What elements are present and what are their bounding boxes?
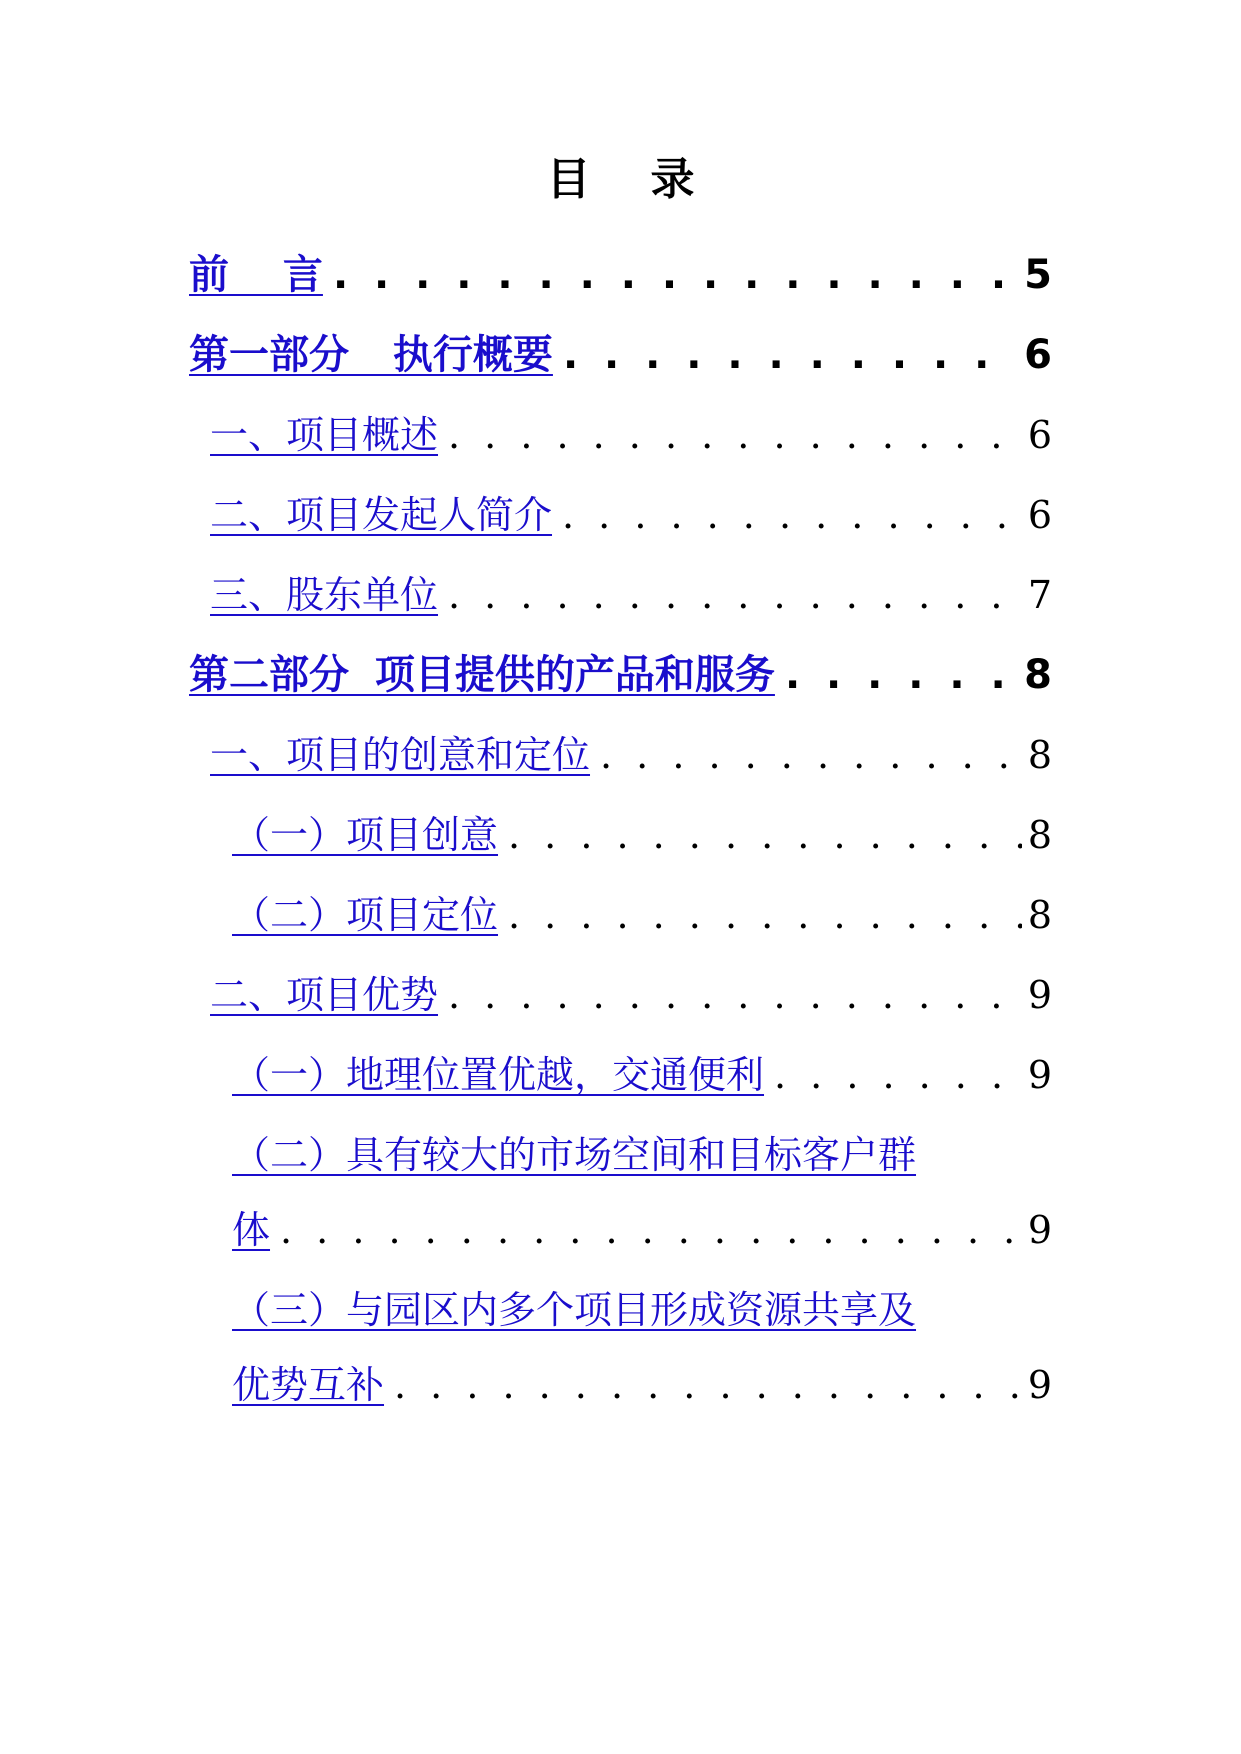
toc-entry-subsection-line1[interactable] [232, 1275, 1052, 1345]
dot-leader [394, 1350, 1022, 1420]
page-number: 9 [1027, 1208, 1052, 1252]
toc-link[interactable]: 第二部分 项目提供的产品和服务 [189, 652, 775, 698]
dot-leader [448, 400, 1022, 470]
toc-link[interactable]: （一）地理位置优越，交通便利 [232, 1053, 765, 1097]
toc-link[interactable]: 一、项目的创意和定位 [210, 733, 591, 777]
toc-entry-preface[interactable] [189, 240, 1052, 310]
toc-entry-section[interactable] [210, 480, 1052, 550]
toc-link[interactable]: （三）与园区内多个项目形成资源共享及 [232, 1288, 917, 1332]
page-number: 9 [1027, 1363, 1052, 1407]
page-number: 7 [1027, 573, 1052, 617]
dot-leader [508, 800, 1022, 870]
toc-entry-subsection-line1[interactable] [232, 1120, 1052, 1190]
toc-link[interactable]: 第一部分 执行概要 [189, 332, 553, 378]
page-number: 9 [1027, 973, 1052, 1017]
toc-entry-subsection-line2[interactable] [232, 1195, 1052, 1265]
toc-link[interactable]: 体 [232, 1208, 271, 1252]
toc-entry-subsection[interactable] [232, 800, 1052, 870]
page-number: 9 [1027, 1053, 1052, 1097]
page-number: 8 [1024, 652, 1052, 698]
toc-entry-section[interactable] [210, 560, 1052, 630]
toc-link[interactable]: 二、项目发起人简介 [210, 493, 553, 537]
toc-entry-section[interactable] [210, 960, 1052, 1030]
dot-leader [333, 240, 1018, 310]
dot-leader [508, 880, 1022, 950]
dot-leader [448, 960, 1022, 1030]
dot-leader [448, 560, 1022, 630]
toc-entry-section[interactable] [210, 720, 1052, 790]
toc-entry-section[interactable] [210, 400, 1052, 470]
toc-entry-part-two[interactable] [189, 640, 1052, 710]
toc-link[interactable]: 优势互补 [232, 1363, 385, 1407]
page-number: 6 [1024, 332, 1052, 378]
dot-leader [280, 1195, 1022, 1265]
toc-entry-subsection[interactable] [232, 880, 1052, 950]
page-number: 8 [1027, 733, 1052, 777]
toc-link[interactable]: 一、项目概述 [210, 413, 439, 457]
toc-link[interactable]: 前 言 [189, 252, 323, 298]
page-number: 8 [1027, 813, 1052, 857]
toc-title: 目录 [546, 154, 755, 205]
page-number: 6 [1027, 413, 1052, 457]
toc-entry-subsection[interactable] [232, 1040, 1052, 1110]
page-number: 5 [1024, 252, 1052, 298]
toc-link[interactable]: 二、项目优势 [210, 973, 439, 1017]
toc-entry-part-one[interactable] [189, 320, 1052, 390]
dot-leader [600, 720, 1022, 790]
toc-link[interactable]: （二）具有较大的市场空间和目标客户群 [232, 1133, 917, 1177]
toc-link[interactable]: （二）项目定位 [232, 893, 499, 937]
dot-leader [563, 320, 1018, 390]
page-number: 6 [1027, 493, 1052, 537]
dot-leader [562, 480, 1022, 550]
toc-link[interactable]: （一）项目创意 [232, 813, 499, 857]
toc-link[interactable]: 三、股东单位 [210, 573, 439, 617]
page-number: 8 [1027, 893, 1052, 937]
dot-leader [774, 1040, 1022, 1110]
toc-entry-subsection-line2[interactable] [232, 1350, 1052, 1420]
dot-leader [785, 640, 1018, 710]
